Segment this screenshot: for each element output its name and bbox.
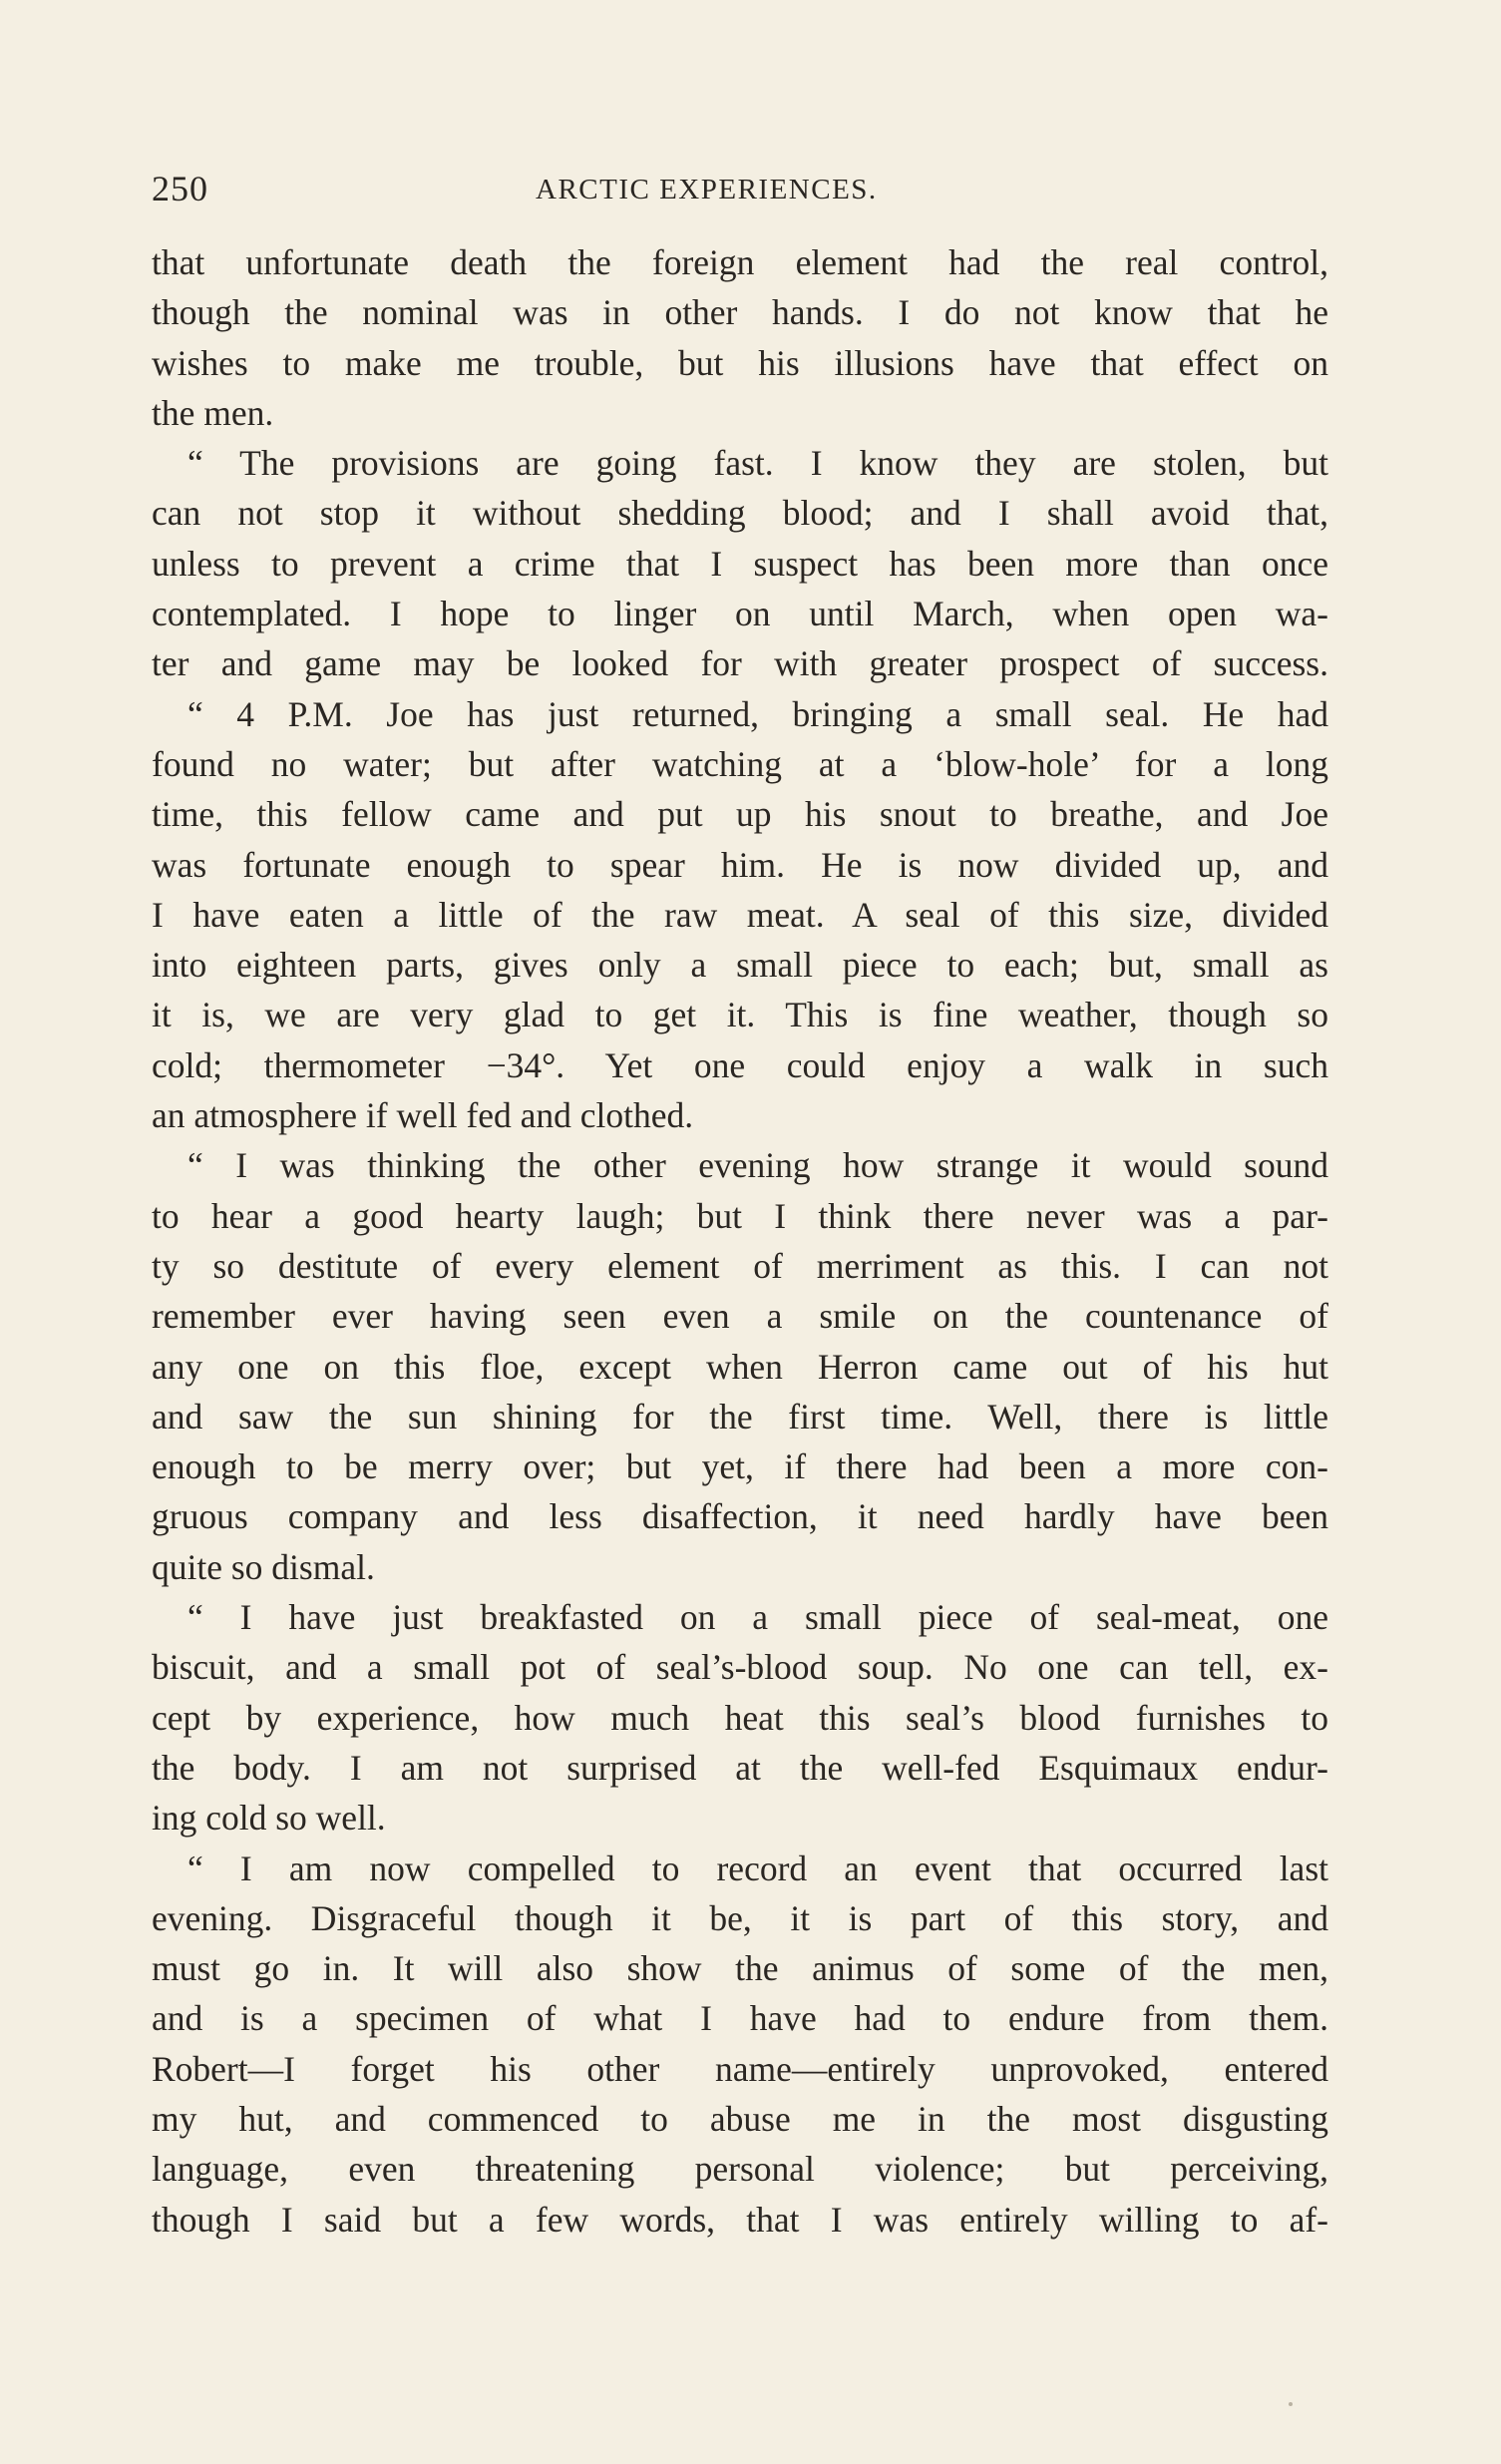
text-line: the body. I am not surprised at the well-fed Esquimaux endur- [152,1747,1328,1788]
text-line: can not stop it without shedding blood; and I shall avoid that, [152,493,1328,534]
text-line: “ The provisions are going fast. I know they are stolen, but [188,443,1328,484]
text-line: ty so destitute of every element of merriment as this. I can not [152,1245,1328,1286]
text-line: remember ever having seen even a smile on the countenance of [152,1296,1328,1337]
text-line: enough to be merry over; but yet, if there had been a more con- [152,1446,1328,1487]
text-line: it is, we are very glad to get it. This is fine weather, though so [152,995,1328,1035]
text-line: into eighteen parts, gives only a small piece to each; but, small as [152,945,1328,986]
text-line: “ I was thinking the other evening how strange it would sound [188,1145,1328,1186]
page-header [152,168,1328,217]
text-line: evening. Disgraceful though it be, it is part of this story, and [152,1897,1328,1938]
text-line: wishes to make me trouble, but his illusions have that effect on [152,342,1328,383]
text-line: gruous company and less disaffection, it need hardly have been [152,1496,1328,1537]
text-line: “ I am now compelled to record an event that occurred last [188,1848,1328,1888]
text-line: ter and game may be looked for with greater prospect of success. [152,643,1328,684]
text-line: “ 4 P.M. Joe has just returned, bringing a small seal. He had [188,693,1328,734]
text-line: and is a specimen of what I have had to endure from them. [152,1998,1328,2039]
text-line: and saw the sun shining for the first time. Well, there is little [152,1396,1328,1437]
text-line: time, this fellow came and put up his snout to breathe, and Joe [152,794,1328,835]
text-line: must go in. It will also show the animus of some of the men, [152,1948,1328,1989]
text-line: the men. [152,392,274,433]
text-line: found no water; but after watching at a ‘blow-hole’ for a long [152,743,1328,784]
paper-speck [1289,2402,1293,2406]
text-line: cept by experience, how much heat this seal’s blood furnishes to [152,1697,1328,1738]
text-line: any one on this floe, except when Herron came out of his hut [152,1346,1328,1387]
text-line: “ I have just breakfasted on a small piece of seal-meat, one [188,1597,1328,1638]
text-line: was fortunate enough to spear him. He is now divided up, and [152,844,1328,885]
page-number: 250 [152,169,208,208]
text-line: language, even threatening personal violence; but perceiving, [152,2149,1328,2190]
text-line: to hear a good hearty laugh; but I think there never was a par- [152,1195,1328,1236]
text-line: that unfortunate death the foreign element had the real control, [152,242,1328,282]
body-text [152,237,1328,2245]
text-line: Robert—I forget his other name—entirely unprovoked, entered [152,2048,1328,2089]
text-line: an atmosphere if well fed and clothed. [152,1095,694,1136]
text-line: I have eaten a little of the raw meat. A seal of this size, divided [152,894,1328,935]
text-line: biscuit, and a small pot of seal’s-blood soup. No one can tell, ex- [152,1647,1328,1688]
text-line: unless to prevent a crime that I suspect has been more than once [152,543,1328,584]
running-title: ARCTIC EXPERIENCES. [536,174,878,205]
text-line: ing cold so well. [152,1798,386,1839]
text-line: contemplated. I hope to linger on until March, when open wa- [152,594,1328,634]
text-line: though the nominal was in other hands. I do not know that he [152,292,1328,333]
text-line: quite so dismal. [152,1546,375,1587]
text-line: my hut, and commenced to abuse me in the most disgusting [152,2098,1328,2139]
text-line: cold; thermometer −34°. Yet one could enjoy a walk in such [152,1044,1328,1085]
text-line: though I said but a few words, that I was entirely willing to af- [152,2199,1328,2240]
